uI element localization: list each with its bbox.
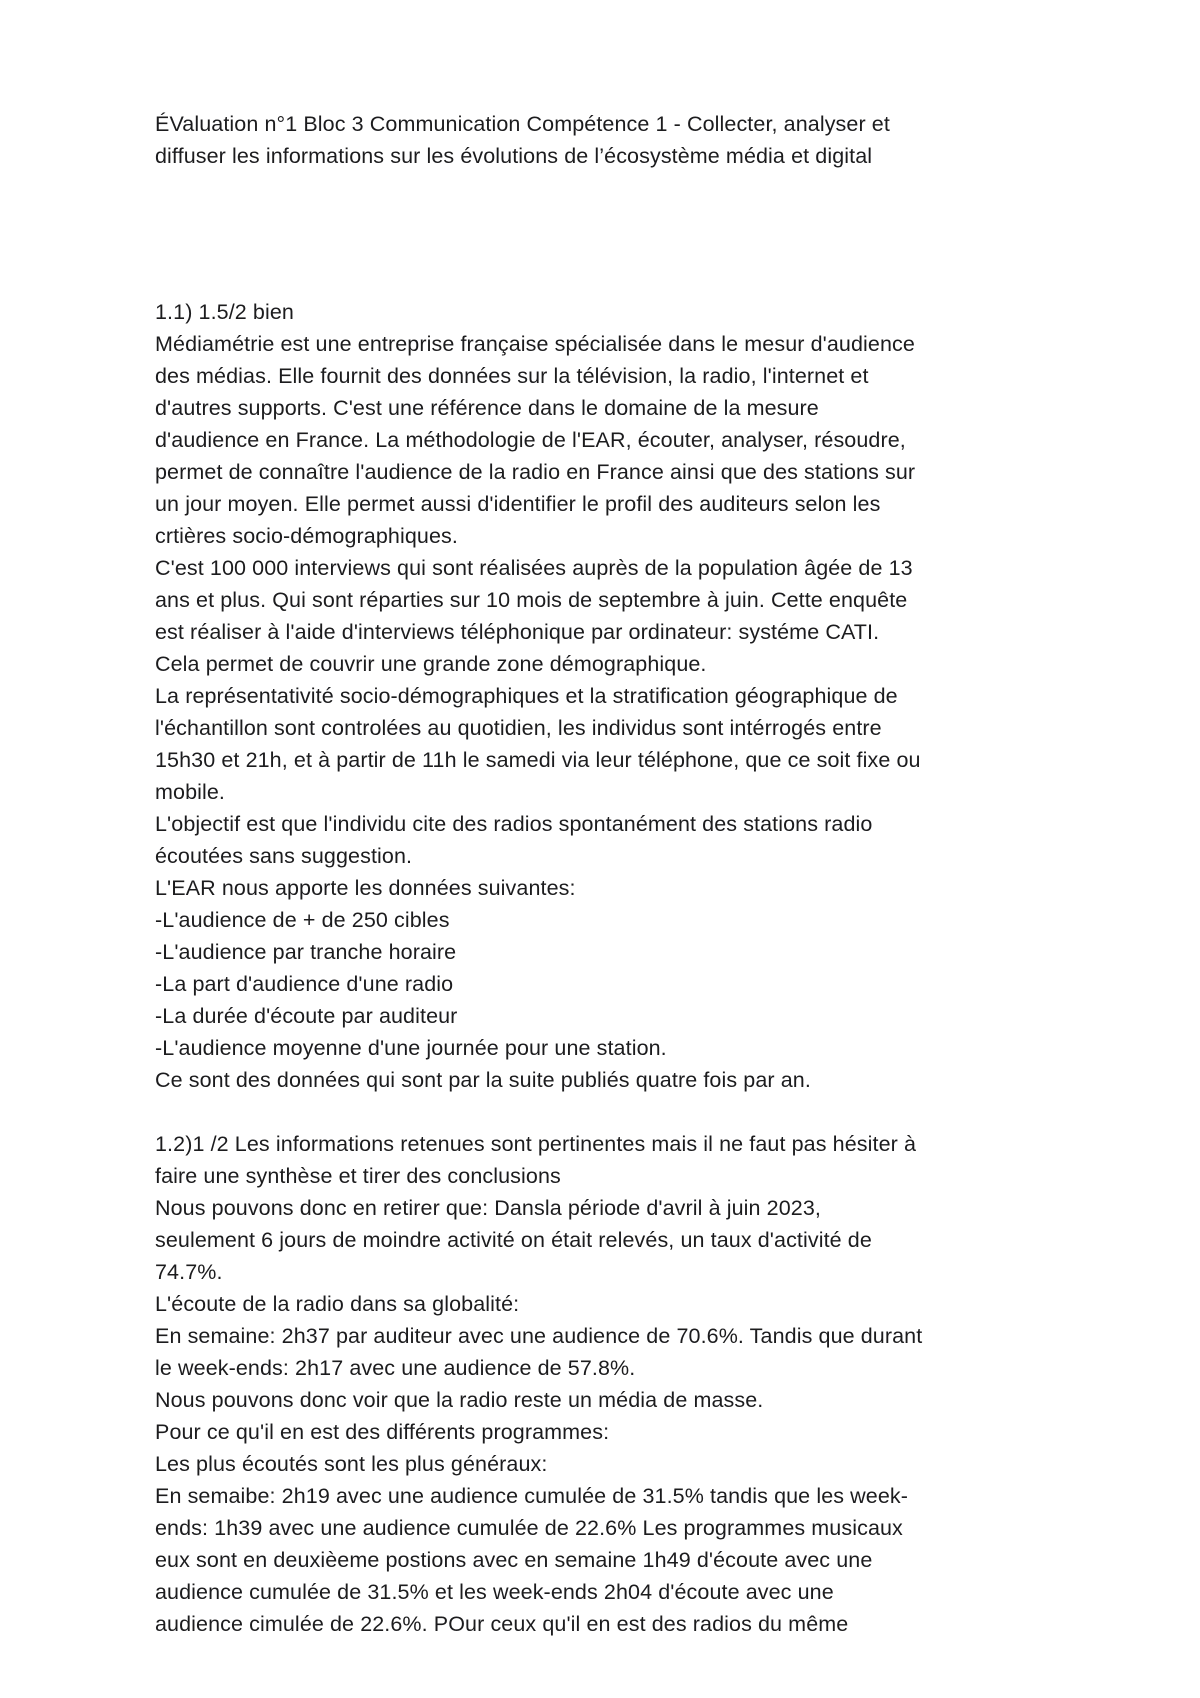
paragraph-line: ends: 1h39 avec une audience cumulée de 22.6% Les programmes musicaux <box>155 1516 903 1540</box>
paragraph-line: d'audience en France. La méthodologie de l'EAR, écouter, analyser, résoudre, <box>155 428 906 452</box>
paragraph-line: C'est 100 000 interviews qui sont réalisées auprès de la population âgée de 13 <box>155 556 913 580</box>
section-heading: 1.1) 1.5/2 bien <box>155 300 294 324</box>
section-heading: 1.2)1 /2 Les informations retenues sont pertinentes mais il ne faut pas hésiter à <box>155 1132 917 1156</box>
paragraph-line: Cela permet de couvrir une grande zone démographique. <box>155 652 707 676</box>
paragraph-line: est réaliser à l'aide d'interviews téléphonique par ordinateur: systéme CATI. <box>155 620 880 644</box>
title-line: diffuser les informations sur les évolutions de l’écosystème média et digital <box>155 144 873 168</box>
paragraph-line: La représentativité socio-démographiques et la stratification géographique de <box>155 684 898 708</box>
paragraph-line: faire une synthèse et tirer des conclusions <box>155 1164 561 1188</box>
paragraph-line: mobile. <box>155 780 226 804</box>
paragraph-line: Nous pouvons donc voir que la radio reste un média de masse. <box>155 1388 764 1412</box>
paragraph-line: 15h30 et 21h, et à partir de 11h le samedi via leur téléphone, que ce soit fixe ou <box>155 748 921 772</box>
paragraph-line: un jour moyen. Elle permet aussi d'identifier le profil des auditeurs selon les <box>155 492 881 516</box>
paragraph-line: ans et plus. Qui sont réparties sur 10 mois de septembre à juin. Cette enquête <box>155 588 908 612</box>
paragraph-line: seulement 6 jours de moindre activité on était relevés, un taux d'activité de <box>155 1228 872 1252</box>
paragraph-line: des médias. Elle fournit des données sur la télévision, la radio, l'internet et <box>155 364 869 388</box>
paragraph-line: Ce sont des données qui sont par la suite publiés quatre fois par an. <box>155 1068 811 1092</box>
paragraph-line: le week-ends: 2h17 avec une audience de 57.8%. <box>155 1356 636 1380</box>
paragraph-line: Les plus écoutés sont les plus généraux: <box>155 1452 548 1476</box>
paragraph-line: audience cimulée de 22.6%. POur ceux qu'il en est des radios du même <box>155 1612 849 1636</box>
section-1-2 <box>155 1128 1055 1640</box>
list-item: -La part d'audience d'une radio <box>155 972 454 996</box>
document-title <box>155 108 1055 172</box>
paragraph-line: écoutées sans suggestion. <box>155 844 413 868</box>
paragraph-line: 74.7%. <box>155 1260 223 1284</box>
paragraph-line: En semaibe: 2h19 avec une audience cumulée de 31.5% tandis que les week- <box>155 1484 909 1508</box>
paragraph-line: L'écoute de la radio dans sa globalité: <box>155 1292 520 1316</box>
title-line: ÉValuation n°1 Bloc 3 Communication Compétence 1 - Collecter, analyser et <box>155 112 890 136</box>
paragraph-line: Nous pouvons donc en retirer que: Dansla période d'avril à juin 2023, <box>155 1196 821 1220</box>
list-item: -L'audience moyenne d'une journée pour une station. <box>155 1036 667 1060</box>
paragraph-line: L'EAR nous apporte les données suivantes: <box>155 876 576 900</box>
paragraph-line: permet de connaître l'audience de la radio en France ainsi que des stations sur <box>155 460 916 484</box>
list-item: -L'audience par tranche horaire <box>155 940 457 964</box>
list-item: -L'audience de + de 250 cibles <box>155 908 450 932</box>
paragraph-line: eux sont en deuxièeme postions avec en semaine 1h49 d'écoute avec une <box>155 1548 873 1572</box>
section-1-1 <box>155 296 1055 1096</box>
paragraph-line: d'autres supports. C'est une référence dans le domaine de la mesure <box>155 396 819 420</box>
list-item: -La durée d'écoute par auditeur <box>155 1004 458 1028</box>
paragraph-line: En semaine: 2h37 par auditeur avec une audience de 70.6%. Tandis que durant <box>155 1324 923 1348</box>
document-body <box>155 108 1055 1640</box>
paragraph-line: L'objectif est que l'individu cite des radios spontanément des stations radio <box>155 812 873 836</box>
paragraph-line: crtières socio-démographiques. <box>155 524 458 548</box>
paragraph-line: audience cumulée de 31.5% et les week-ends 2h04 d'écoute avec une <box>155 1580 834 1604</box>
paragraph-line: Pour ce qu'il en est des différents programmes: <box>155 1420 610 1444</box>
paragraph-line: Médiamétrie est une entreprise française spécialisée dans le mesur d'audience <box>155 332 915 356</box>
paragraph-line: l'échantillon sont controlées au quotidien, les individus sont intérrogés entre <box>155 716 882 740</box>
